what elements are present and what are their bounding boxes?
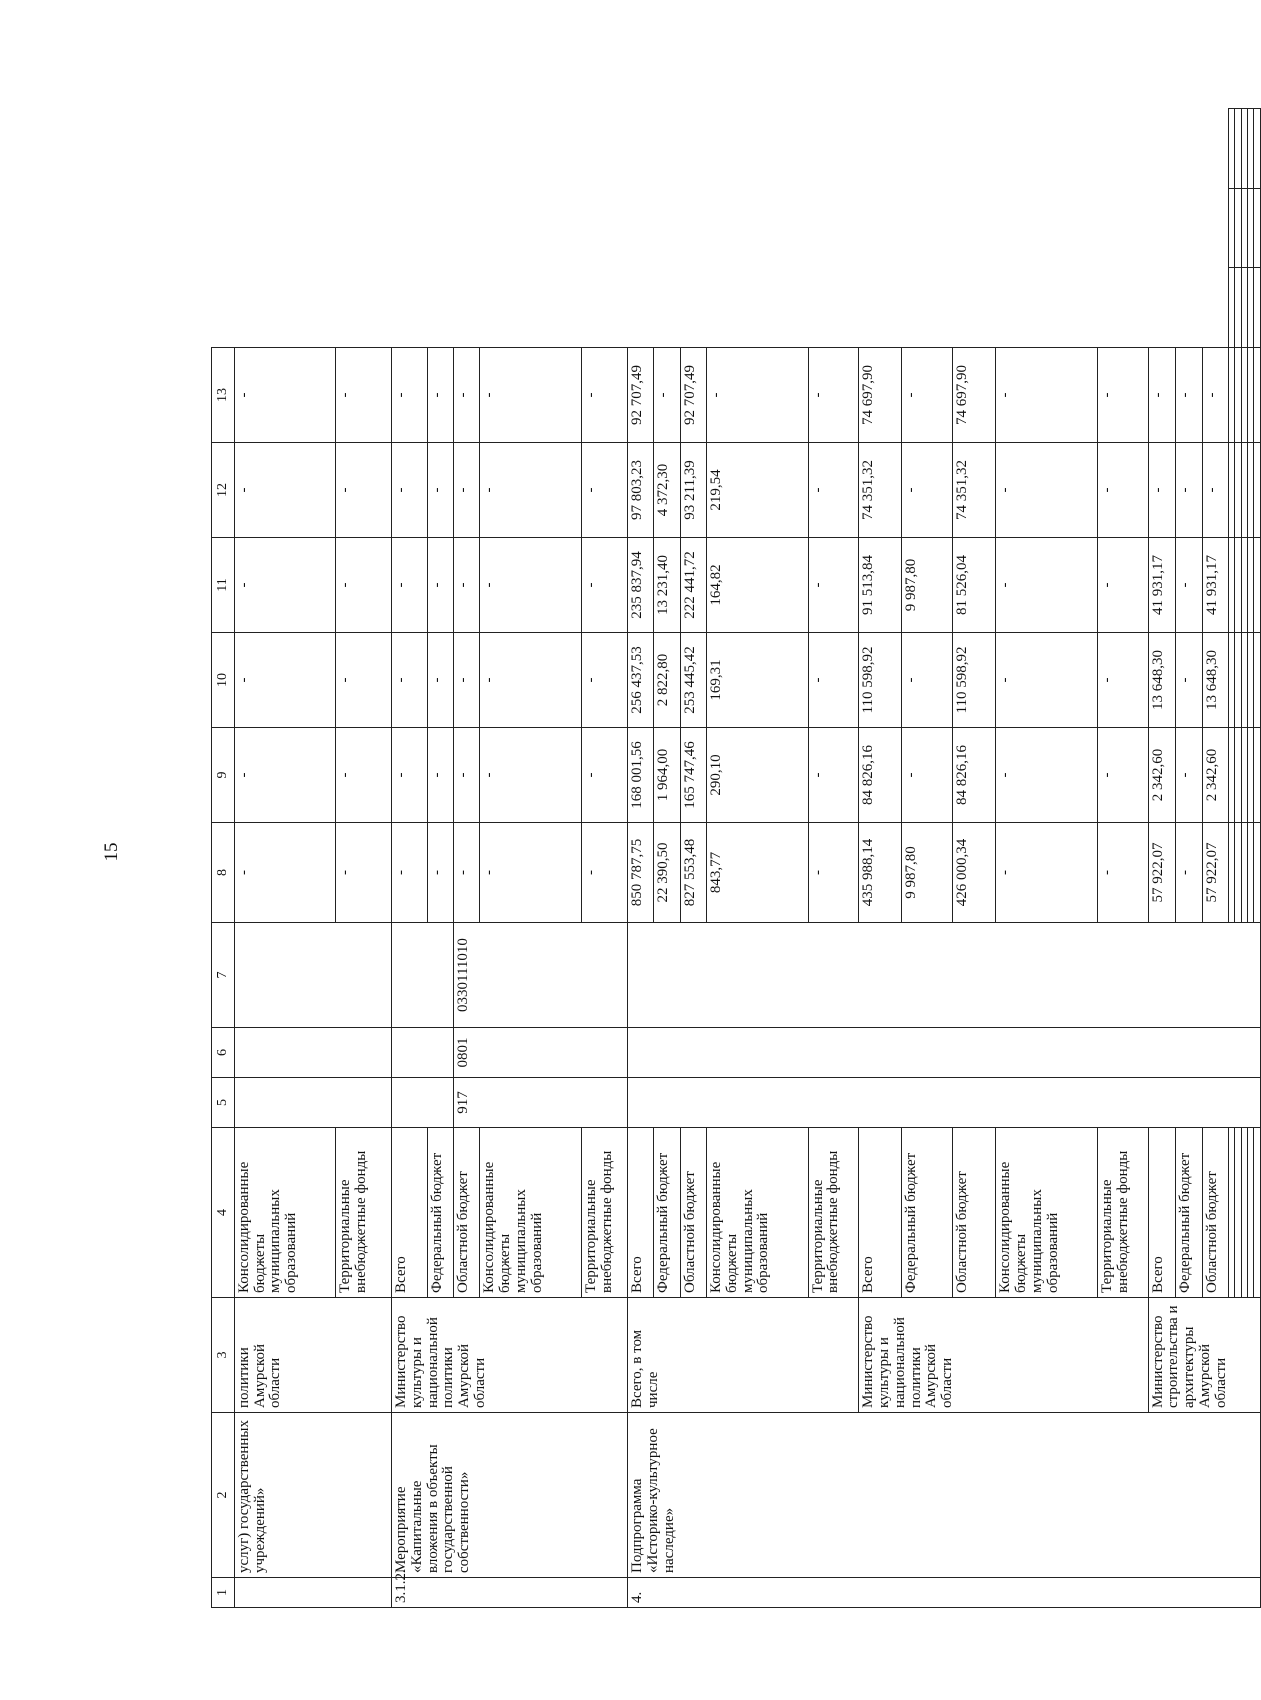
- cell-source: Областной бюджет: [1202, 1128, 1228, 1298]
- table-row: [859, 109, 902, 1608]
- header-cell: 13: [212, 348, 235, 443]
- cell-source: Всего: [859, 1128, 902, 1298]
- cell-value: 235 837,94: [628, 538, 654, 633]
- cell-value: -: [336, 538, 392, 633]
- cell-value: 74 351,32: [859, 443, 902, 538]
- cell-value: 91 513,84: [859, 538, 902, 633]
- cell-value: 93 211,39: [680, 443, 706, 538]
- cell-source: Федеральный бюджет: [654, 1128, 680, 1298]
- cell-value: -: [336, 728, 392, 823]
- cell-value: -: [581, 633, 627, 728]
- cell-number: 4.: [628, 1578, 1261, 1608]
- cell-value: 2 342,60: [1148, 728, 1176, 823]
- cell-number: 3.1.2.: [392, 1578, 628, 1608]
- cell-executor: Всего, в том числе: [628, 1298, 859, 1413]
- cell-value: -: [808, 728, 859, 823]
- cell-value: 843,77: [707, 823, 809, 923]
- cell-source: Всего: [628, 1128, 654, 1298]
- cell-executor: Министерство культуры и национальной политики Амурской области: [392, 1298, 628, 1413]
- cell-value: -: [480, 728, 582, 823]
- cell-value: -: [427, 823, 453, 923]
- header-cell: 3: [212, 1298, 235, 1413]
- cell-value: -: [453, 823, 479, 923]
- cell-value: -: [427, 538, 453, 633]
- cell-value: 850 787,75: [628, 823, 654, 923]
- cell-value: -: [996, 823, 1098, 923]
- cell-source: Федеральный бюджет: [427, 1128, 453, 1298]
- header-row: [212, 109, 235, 1608]
- cell-value: -: [654, 348, 680, 443]
- cell-value: 13 648,30: [1148, 633, 1176, 728]
- cell-value: -: [581, 348, 627, 443]
- cell-value: 1 964,00: [654, 728, 680, 823]
- cell-value: -: [234, 538, 336, 633]
- cell-value: 81 526,04: [953, 538, 996, 633]
- cell-value: 13 648,30: [1202, 633, 1228, 728]
- cell-value: -: [1097, 443, 1148, 538]
- cell-value: -: [480, 443, 582, 538]
- cell-value: -: [581, 538, 627, 633]
- cell-value: -: [1176, 633, 1202, 728]
- table-row: [392, 109, 428, 1608]
- cell-value: -: [996, 443, 1098, 538]
- cell-value: 84 826,16: [953, 728, 996, 823]
- cell-grbs: [628, 1078, 1261, 1128]
- cell-value: -: [1176, 728, 1202, 823]
- cell-source: Консолидированные бюджеты муниципальных образований: [707, 1128, 809, 1298]
- cell-value: -: [336, 633, 392, 728]
- budget-table: [211, 108, 1261, 1608]
- cell-name: Подпрограмма «Историко-культурное наследие»: [628, 1413, 1261, 1578]
- cell-source: Областной бюджет: [953, 1128, 996, 1298]
- cell-value: -: [996, 633, 1098, 728]
- header-cell: 10: [212, 633, 235, 728]
- cell-value: -: [392, 823, 428, 923]
- cell-value: 426 000,34: [953, 823, 996, 923]
- cell-value: 9 987,80: [902, 823, 953, 923]
- cell-value: 2 342,60: [1202, 728, 1228, 823]
- cell-value: 74 697,90: [859, 348, 902, 443]
- header-cell: 11: [212, 538, 235, 633]
- cell-rzpr: [628, 1028, 1261, 1078]
- cell-value: -: [1176, 538, 1202, 633]
- header-cell: 5: [212, 1078, 235, 1128]
- cell-value: -: [707, 348, 809, 443]
- cell-value: 57 922,07: [1202, 823, 1228, 923]
- cell-source: Всего: [1148, 1128, 1176, 1298]
- cell-csr: 0330111010: [453, 923, 627, 1028]
- header-cell: 8: [212, 823, 235, 923]
- cell-value: -: [392, 443, 428, 538]
- cell-value: 2 822,80: [654, 633, 680, 728]
- cell-value: -: [234, 443, 336, 538]
- cell-executor: политики Амурской области: [234, 1298, 391, 1413]
- cell-value: -: [1176, 348, 1202, 443]
- cell-value: 219,54: [707, 443, 809, 538]
- cell-value: 164,82: [707, 538, 809, 633]
- cell-value: -: [336, 823, 392, 923]
- cell-value: 827 553,48: [680, 823, 706, 923]
- cell-value: 222 441,72: [680, 538, 706, 633]
- cell-value: -: [902, 443, 953, 538]
- cell-value: -: [336, 348, 392, 443]
- cell-value: -: [427, 633, 453, 728]
- cell-name: услуг) государственных учреждений»: [234, 1413, 391, 1578]
- cell-value: -: [427, 728, 453, 823]
- cell-value: -: [1176, 443, 1202, 538]
- cell-source: Федеральный бюджет: [1176, 1128, 1202, 1298]
- cell-value: -: [234, 348, 336, 443]
- page-number: 15: [101, 842, 122, 862]
- cell-value: 41 931,17: [1202, 538, 1228, 633]
- cell-value: -: [581, 728, 627, 823]
- cell-value: -: [996, 538, 1098, 633]
- cell-source: Федеральный бюджет: [902, 1128, 953, 1298]
- cell-source: Консолидированные бюджеты муниципальных образований: [234, 1128, 336, 1298]
- cell-value: -: [480, 633, 582, 728]
- cell-value: 169,31: [707, 633, 809, 728]
- cell-executor: Министерство строительства и архитектуры Амурской области: [1148, 1298, 1260, 1413]
- cell-value: -: [808, 348, 859, 443]
- cell-value: -: [1097, 348, 1148, 443]
- header-cell: 7: [212, 923, 235, 1028]
- cell-value: -: [808, 443, 859, 538]
- header-cell: 12: [212, 443, 235, 538]
- cell-grbs: [234, 1078, 391, 1128]
- cell-source: Территориальные внебюджетные фонды: [808, 1128, 859, 1298]
- cell-value: -: [234, 728, 336, 823]
- cell-value: -: [996, 728, 1098, 823]
- cell-value: -: [427, 443, 453, 538]
- cell-value: -: [808, 538, 859, 633]
- cell-value: -: [336, 443, 392, 538]
- cell-value: -: [1097, 538, 1148, 633]
- header-cell: 6: [212, 1028, 235, 1078]
- table-row: [628, 109, 654, 1608]
- cell-value: -: [1176, 823, 1202, 923]
- cell-value: -: [1202, 348, 1228, 443]
- header-cell: 2: [212, 1413, 235, 1578]
- header-cell: 4: [212, 1128, 235, 1298]
- table-row: [234, 109, 336, 1608]
- cell-csr: [234, 923, 391, 1028]
- cell-value: 84 826,16: [859, 728, 902, 823]
- cell-value: 290,10: [707, 728, 809, 823]
- cell-value: -: [480, 538, 582, 633]
- cell-rzpr: [392, 1028, 454, 1078]
- cell-value: 57 922,07: [1148, 823, 1176, 923]
- cell-csr: [628, 923, 1261, 1028]
- cell-value: 22 390,50: [654, 823, 680, 923]
- cell-value: -: [453, 728, 479, 823]
- cell-grbs: [392, 1078, 454, 1128]
- cell-executor: Министерство культуры и национальной политики Амурской области: [859, 1298, 1148, 1413]
- cell-value: -: [902, 348, 953, 443]
- header-cell: 9: [212, 728, 235, 823]
- cell-number: [234, 1578, 391, 1608]
- cell-value: -: [996, 348, 1098, 443]
- cell-value: -: [427, 348, 453, 443]
- cell-source: Территориальные внебюджетные фонды: [336, 1128, 392, 1298]
- cell-value: 110 598,92: [859, 633, 902, 728]
- cell-source: Всего: [392, 1128, 428, 1298]
- table-row: [1148, 109, 1176, 1608]
- cell-source: Территориальные внебюджетные фонды: [581, 1128, 627, 1298]
- cell-value: -: [453, 538, 479, 633]
- cell-value: -: [392, 728, 428, 823]
- cell-source: Консолидированные бюджеты муниципальных образований: [996, 1128, 1098, 1298]
- cell-value: -: [1148, 348, 1176, 443]
- cell-value: -: [581, 823, 627, 923]
- cell-value: -: [392, 348, 428, 443]
- cell-value: 9 987,80: [902, 538, 953, 633]
- cell-value: -: [480, 348, 582, 443]
- cell-value: -: [480, 823, 582, 923]
- cell-value: -: [392, 633, 428, 728]
- cell-value: 4 372,30: [654, 443, 680, 538]
- cell-value: -: [1097, 633, 1148, 728]
- cell-value: -: [581, 443, 627, 538]
- cell-value: -: [453, 443, 479, 538]
- cell-value: 74 697,90: [953, 348, 996, 443]
- cell-value: -: [808, 823, 859, 923]
- cell-rzpr: 0801: [453, 1028, 627, 1078]
- cell-value: 165 747,46: [680, 728, 706, 823]
- cell-value: 92 707,49: [628, 348, 654, 443]
- cell-value: 256 437,53: [628, 633, 654, 728]
- cell-value: -: [453, 633, 479, 728]
- cell-value: 97 803,23: [628, 443, 654, 538]
- cell-source: Областной бюджет: [680, 1128, 706, 1298]
- cell-value: 41 931,17: [1148, 538, 1176, 633]
- cell-value: -: [453, 348, 479, 443]
- cell-value: 110 598,92: [953, 633, 996, 728]
- cell-value: 74 351,32: [953, 443, 996, 538]
- cell-value: -: [1202, 443, 1228, 538]
- cell-grbs: 917: [453, 1078, 627, 1128]
- header-cell: 1: [212, 1578, 235, 1608]
- cell-value: 92 707,49: [680, 348, 706, 443]
- cell-value: -: [902, 633, 953, 728]
- cell-value: 168 001,56: [628, 728, 654, 823]
- cell-source: Областной бюджет: [453, 1128, 479, 1298]
- cell-value: -: [1097, 823, 1148, 923]
- cell-source: Консолидированные бюджеты муниципальных образований: [480, 1128, 582, 1298]
- cell-value: -: [392, 538, 428, 633]
- cell-value: -: [1097, 728, 1148, 823]
- cell-csr: [392, 923, 454, 1028]
- cell-rzpr: [234, 1028, 391, 1078]
- cell-value: 253 445,42: [680, 633, 706, 728]
- cell-value: -: [808, 633, 859, 728]
- cell-value: 435 988,14: [859, 823, 902, 923]
- rotated-page-content: [211, 108, 1261, 1608]
- cell-name: Мероприятие «Капитальные вложения в объекты государственной собственности»: [392, 1413, 628, 1578]
- cell-source: Территориальные внебюджетные фонды: [1097, 1128, 1148, 1298]
- cell-value: 13 231,40: [654, 538, 680, 633]
- cell-value: -: [902, 728, 953, 823]
- cell-value: -: [1148, 443, 1176, 538]
- cell-value: -: [234, 823, 336, 923]
- cell-value: -: [234, 633, 336, 728]
